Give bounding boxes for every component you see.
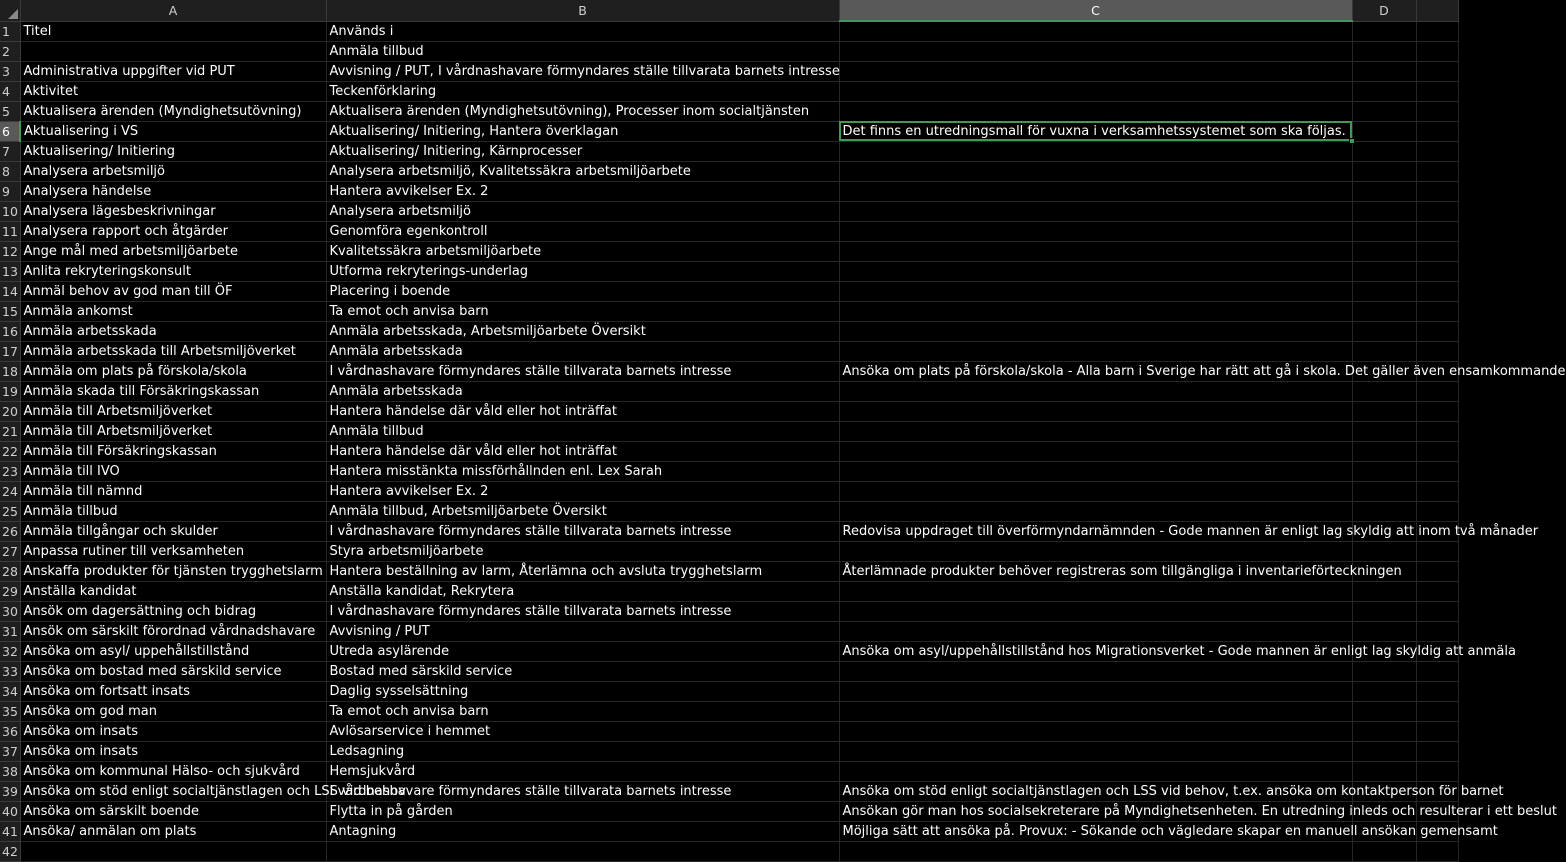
cell-anvands-i[interactable]: Anmäla arbetsskada — [326, 341, 839, 361]
cell-beskrivning[interactable] — [839, 181, 1352, 201]
cell-titel[interactable]: Anmäla till Arbetsmiljöverket — [20, 401, 326, 421]
cell-empty[interactable] — [1352, 661, 1416, 681]
cell-anvands-i[interactable]: Analysera arbetsmiljö — [326, 201, 839, 221]
row-header[interactable]: 36 — [0, 721, 20, 741]
row-header[interactable]: 26 — [0, 521, 20, 541]
cell-titel[interactable]: Anmäla om plats på förskola/skola — [20, 361, 326, 381]
cell-titel[interactable]: Aktivitet — [20, 81, 326, 101]
cell-beskrivning[interactable] — [839, 261, 1352, 281]
row-header[interactable]: 8 — [0, 161, 20, 181]
cell-titel[interactable]: Analysera rapport och åtgärder — [20, 221, 326, 241]
cell-anvands-i[interactable]: Placering i boende — [326, 281, 839, 301]
table-row — [0, 281, 1458, 301]
cell-empty[interactable] — [1416, 381, 1458, 401]
cell-beskrivning[interactable] — [839, 501, 1352, 521]
row-header[interactable]: 29 — [0, 581, 20, 601]
row-header[interactable]: 1 — [0, 21, 20, 41]
cell-titel[interactable]: Administrativa uppgifter vid PUT — [20, 61, 326, 81]
cell-empty[interactable] — [1352, 381, 1416, 401]
table-row — [0, 501, 1458, 521]
fill-handle[interactable] — [1349, 138, 1355, 144]
cell-beskrivning[interactable] — [839, 281, 1352, 301]
cell-titel[interactable] — [20, 41, 326, 61]
table-row — [0, 361, 1458, 381]
cell-anvands-i[interactable]: Utreda asylärende — [326, 641, 839, 661]
cell-empty[interactable] — [1352, 321, 1416, 341]
cell-anvands-i[interactable]: Aktualisering/ Initiering, Kärnprocesser — [326, 141, 839, 161]
cell-anvands-i[interactable]: Hantera händelse där våld eller hot inträffat — [326, 401, 839, 421]
cell-anvands-i[interactable]: Ledsagning — [326, 741, 839, 761]
cell-empty[interactable] — [1416, 441, 1458, 461]
cell-anvands-i[interactable]: Används i — [326, 21, 839, 41]
cell-anvands-i[interactable]: Hemsjukvård — [326, 761, 839, 781]
table-row — [0, 341, 1458, 361]
table-row — [0, 621, 1458, 641]
cell-anvands-i[interactable] — [326, 841, 839, 861]
cell-empty[interactable] — [1352, 441, 1416, 461]
table-row — [0, 161, 1458, 181]
cell-beskrivning[interactable] — [839, 381, 1352, 401]
cell-titel[interactable]: Titel — [20, 21, 326, 41]
cell-titel[interactable]: Anmäla till Arbetsmiljöverket — [20, 421, 326, 441]
table-row — [0, 81, 1458, 101]
table-row — [0, 241, 1458, 261]
cell-titel[interactable]: Anmäl behov av god man till ÖF — [20, 281, 326, 301]
cell-empty[interactable] — [1352, 701, 1416, 721]
table-row — [0, 261, 1458, 281]
cell-anvands-i[interactable]: Bostad med särskild service — [326, 661, 839, 681]
cell-anvands-i[interactable]: Anmäla tillbud — [326, 421, 839, 441]
cell-beskrivning[interactable] — [839, 141, 1352, 161]
column-header-d[interactable]: D — [1352, 0, 1416, 21]
select-all-corner[interactable] — [0, 0, 20, 21]
table-row — [0, 781, 1458, 801]
cell-anvands-i[interactable]: Styra arbetsmiljöarbete — [326, 541, 839, 561]
cell-beskrivning[interactable] — [839, 341, 1352, 361]
row-header[interactable]: 41 — [0, 821, 20, 841]
cell-beskrivning[interactable] — [839, 61, 1352, 81]
cell-titel[interactable]: Ansöka om insats — [20, 741, 326, 761]
cell-empty[interactable] — [1416, 461, 1458, 481]
row-header[interactable]: 13 — [0, 261, 20, 281]
cell-empty[interactable] — [1352, 61, 1416, 81]
cell-empty[interactable] — [1416, 621, 1458, 641]
cell-titel[interactable]: Ansöka om asyl/ uppehållstillstånd — [20, 641, 326, 661]
cell-titel[interactable]: Ansök om särskilt förordnad vårdnadshavare — [20, 621, 326, 641]
cell-anvands-i[interactable]: Ta emot och anvisa barn — [326, 701, 839, 721]
cell-anvands-i[interactable]: Teckenförklaring — [326, 81, 839, 101]
cell-titel[interactable]: Analysera arbetsmiljö — [20, 161, 326, 181]
cell-empty[interactable] — [1352, 21, 1416, 41]
cell-empty[interactable] — [1416, 81, 1458, 101]
cell-beskrivning[interactable] — [839, 81, 1352, 101]
cell-titel[interactable]: Anmäla ankomst — [20, 301, 326, 321]
cell-beskrivning[interactable] — [839, 321, 1352, 341]
cell-beskrivning[interactable]: Ansöka om asyl/uppehållstillstånd hos Migrationsverket - Gode mannen är enligt lag skyldig att anmäla — [839, 641, 1352, 661]
cell-beskrivning[interactable]: Möjliga sätt att ansöka på. Provux: - Sökande och vägledare skapar en manuell ansökan gemensamt — [839, 821, 1352, 841]
column-header-e[interactable] — [1416, 0, 1458, 21]
cell-beskrivning[interactable] — [839, 201, 1352, 221]
table-row — [0, 441, 1458, 461]
cell-empty[interactable] — [1416, 101, 1458, 121]
cell-empty[interactable] — [1352, 581, 1416, 601]
table-row — [0, 301, 1458, 321]
row-header[interactable]: 17 — [0, 341, 20, 361]
cell-beskrivning[interactable] — [839, 421, 1352, 441]
cell-empty[interactable] — [1416, 541, 1458, 561]
table-row — [0, 221, 1458, 241]
cell-empty[interactable] — [1416, 221, 1458, 241]
cell-beskrivning[interactable] — [839, 701, 1352, 721]
cell-empty[interactable] — [1352, 181, 1416, 201]
cell-anvands-i[interactable]: Anställa kandidat, Rekrytera — [326, 581, 839, 601]
selected-cell[interactable]: Det finns en utredningsmall för vuxna i verksamhetssystemet som ska följas. — [839, 121, 1352, 141]
cell-titel[interactable]: Anmäla tillgångar och skulder — [20, 521, 326, 541]
row-header[interactable]: 23 — [0, 461, 20, 481]
cell-empty[interactable] — [1352, 501, 1416, 521]
cell-beskrivning[interactable]: Redovisa uppdraget till överförmyndarnämnden - Gode mannen är enligt lag skyldig att inom två månader — [839, 521, 1352, 541]
row-header[interactable]: 32 — [0, 641, 20, 661]
cell-beskrivning[interactable] — [839, 681, 1352, 701]
cell-anvands-i[interactable]: Flytta in på gården — [326, 801, 839, 821]
cell-empty[interactable] — [1416, 341, 1458, 361]
row-header[interactable]: 37 — [0, 741, 20, 761]
table-row — [0, 601, 1458, 621]
row-header[interactable]: 9 — [0, 181, 20, 201]
cell-titel[interactable]: Anmäla till Försäkringskassan — [20, 441, 326, 461]
table-row — [0, 741, 1458, 761]
cell-empty[interactable] — [1352, 261, 1416, 281]
cell-beskrivning[interactable] — [839, 461, 1352, 481]
row-header[interactable]: 40 — [0, 801, 20, 821]
table-row — [0, 521, 1458, 541]
table-row — [0, 721, 1458, 741]
cell-beskrivning[interactable] — [839, 161, 1352, 181]
row-header[interactable]: 15 — [0, 301, 20, 321]
cell-titel[interactable]: Ansöka om kommunal Hälso- och sjukvård — [20, 761, 326, 781]
table-row — [0, 841, 1458, 861]
table-row — [0, 201, 1458, 221]
cell-titel[interactable] — [20, 841, 326, 861]
cell-empty[interactable] — [1352, 421, 1416, 441]
cell-empty[interactable] — [1352, 301, 1416, 321]
table-row — [0, 401, 1458, 421]
cell-empty[interactable] — [1352, 41, 1416, 61]
cell-empty[interactable] — [1352, 341, 1416, 361]
table-row — [0, 61, 1458, 81]
cell-anvands-i[interactable]: Aktualisering/ Initiering, Hantera överklagan — [326, 121, 839, 141]
cell-empty[interactable] — [1416, 401, 1458, 421]
cell-anvands-i[interactable]: I vårdnashavare förmyndares ställe tillvarata barnets intresse — [326, 361, 839, 381]
cell-beskrivning[interactable] — [839, 401, 1352, 421]
cell-beskrivning[interactable]: Ansöka om stöd enligt socialtjänstlagen och LSS vid behov, t.ex. ansöka om kontaktperson för barnet — [839, 781, 1352, 801]
cell-empty[interactable] — [1416, 701, 1458, 721]
cell-empty[interactable] — [1416, 501, 1458, 521]
cell-titel[interactable]: Ansöka om särskilt boende — [20, 801, 326, 821]
select-all-triangle-icon — [8, 9, 18, 19]
table-row — [0, 321, 1458, 341]
row-header[interactable]: 2 — [0, 41, 20, 61]
cell-empty[interactable] — [1416, 161, 1458, 181]
column-header-row — [0, 0, 1458, 21]
cell-anvands-i[interactable]: Hantera händelse där våld eller hot inträffat — [326, 441, 839, 461]
cell-beskrivning[interactable]: Ansökan gör man hos socialsekreterare på Myndighetsenheten. En utredning inleds och resulterar i ett beslut — [839, 801, 1352, 821]
cell-anvands-i[interactable]: Anmäla tillbud, Arbetsmiljöarbete Översikt — [326, 501, 839, 521]
cell-beskrivning[interactable] — [839, 541, 1352, 561]
cell-beskrivning[interactable] — [839, 581, 1352, 601]
cell-titel[interactable]: Analysera händelse — [20, 181, 326, 201]
cell-anvands-i[interactable]: Anmäla tillbud — [326, 41, 839, 61]
cell-empty[interactable] — [1352, 481, 1416, 501]
table-row — [0, 421, 1458, 441]
cell-beskrivning[interactable] — [839, 721, 1352, 741]
cell-empty[interactable] — [1416, 481, 1458, 501]
table-row — [0, 661, 1458, 681]
table-row — [0, 801, 1458, 821]
cell-anvands-i[interactable]: Ta emot och anvisa barn — [326, 301, 839, 321]
cell-empty[interactable] — [1416, 181, 1458, 201]
cell-beskrivning[interactable] — [839, 101, 1352, 121]
cell-beskrivning[interactable] — [839, 761, 1352, 781]
cell-titel[interactable]: Anmäla arbetsskada till Arbetsmiljöverket — [20, 341, 326, 361]
cell-anvands-i[interactable]: Avlösarservice i hemmet — [326, 721, 839, 741]
cell-empty[interactable] — [1352, 81, 1416, 101]
cell-titel[interactable]: Anskaffa produkter för tjänsten trygghetslarm — [20, 561, 326, 581]
cell-empty[interactable] — [1416, 601, 1458, 621]
cell-empty[interactable] — [1352, 141, 1416, 161]
cell-beskrivning[interactable] — [839, 21, 1352, 41]
row-header[interactable]: 33 — [0, 661, 20, 681]
cell-titel[interactable]: Anmäla till IVO — [20, 461, 326, 481]
cell-empty[interactable] — [1352, 761, 1416, 781]
cell-titel[interactable]: Anmäla skada till Försäkringskassan — [20, 381, 326, 401]
cell-empty[interactable] — [1416, 41, 1458, 61]
cell-empty[interactable] — [1416, 201, 1458, 221]
table-row — [0, 701, 1458, 721]
cell-titel[interactable]: Ansöka/ anmälan om plats — [20, 821, 326, 841]
cell-empty[interactable] — [1352, 241, 1416, 261]
cell-empty[interactable] — [1352, 281, 1416, 301]
cell-empty[interactable] — [1416, 61, 1458, 81]
row-header[interactable]: 25 — [0, 501, 20, 521]
cell-empty[interactable] — [1352, 721, 1416, 741]
cell-anvands-i[interactable]: I vårdnashavare förmyndares ställe tillvarata barnets intresse — [326, 781, 839, 801]
cell-anvands-i[interactable]: Aktualisera ärenden (Myndighetsutövning), Processer inom socialtjänsten — [326, 101, 839, 121]
cell-beskrivning[interactable]: Ansöka om plats på förskola/skola - Alla barn i Sverige har rätt att gå i skola. Det gäller även ensamkommande — [839, 361, 1352, 381]
row-header[interactable]: 38 — [0, 761, 20, 781]
row-header[interactable]: 20 — [0, 401, 20, 421]
cell-empty[interactable] — [1416, 21, 1458, 41]
row-header[interactable]: 19 — [0, 381, 20, 401]
cell-empty[interactable] — [1352, 201, 1416, 221]
row-header[interactable]: 22 — [0, 441, 20, 461]
cell-empty[interactable] — [1416, 681, 1458, 701]
table-row — [0, 181, 1458, 201]
cell-empty[interactable] — [1352, 121, 1416, 141]
table-row — [0, 461, 1458, 481]
table-row — [0, 541, 1458, 561]
cell-beskrivning[interactable] — [839, 41, 1352, 61]
cell-titel[interactable]: Aktualisering i VS — [20, 121, 326, 141]
cell-beskrivning[interactable] — [839, 441, 1352, 461]
cell-anvands-i[interactable]: Anmäla arbetsskada — [326, 381, 839, 401]
cell-beskrivning[interactable] — [839, 601, 1352, 621]
table-row — [0, 381, 1458, 401]
cell-anvands-i[interactable]: Anmäla arbetsskada, Arbetsmiljöarbete Översikt — [326, 321, 839, 341]
cell-titel[interactable]: Anställa kandidat — [20, 581, 326, 601]
cell-empty[interactable] — [1416, 281, 1458, 301]
cell-titel[interactable]: Aktualisering/ Initiering — [20, 141, 326, 161]
cell-anvands-i[interactable]: Hantera avvikelser Ex. 2 — [326, 481, 839, 501]
cell-empty[interactable] — [1352, 161, 1416, 181]
cell-titel[interactable]: Ansöka om bostad med särskild service — [20, 661, 326, 681]
row-header[interactable]: 6 — [0, 121, 20, 141]
cell-anvands-i[interactable]: Analysera arbetsmiljö, Kvalitetssäkra arbetsmiljöarbete — [326, 161, 839, 181]
cell-titel[interactable]: Analysera lägesbeskrivningar — [20, 201, 326, 221]
cell-empty[interactable] — [1416, 841, 1458, 861]
cell-beskrivning[interactable] — [839, 241, 1352, 261]
row-header[interactable]: 12 — [0, 241, 20, 261]
cell-empty[interactable] — [1352, 541, 1416, 561]
cell-empty[interactable] — [1416, 561, 1458, 581]
cell-titel[interactable]: Aktualisera ärenden (Myndighetsutövning) — [20, 101, 326, 121]
table-row — [0, 101, 1458, 121]
cell-empty[interactable] — [1352, 221, 1416, 241]
table-row — [0, 761, 1458, 781]
cell-beskrivning[interactable] — [839, 221, 1352, 241]
cell-titel[interactable]: Ansöka om stöd enligt socialtjänstlagen och LSS vid behov — [20, 781, 326, 801]
cell-empty[interactable] — [1352, 401, 1416, 421]
table-row — [0, 641, 1458, 661]
table-row — [0, 121, 1458, 141]
table-row — [0, 681, 1458, 701]
row-header[interactable]: 21 — [0, 421, 20, 441]
row-header[interactable]: 42 — [0, 841, 20, 861]
cell-titel[interactable]: Anpassa rutiner till verksamheten — [20, 541, 326, 561]
cell-empty[interactable] — [1416, 581, 1458, 601]
cell-empty[interactable] — [1416, 141, 1458, 161]
cell-beskrivning[interactable] — [839, 621, 1352, 641]
cell-anvands-i[interactable]: Hantera beställning av larm, Återlämna och avsluta trygghetslarm — [326, 561, 839, 581]
cell-titel[interactable]: Ange mål med arbetsmiljöarbete — [20, 241, 326, 261]
table-row — [0, 481, 1458, 501]
cell-empty[interactable] — [1352, 741, 1416, 761]
cell-empty[interactable] — [1352, 101, 1416, 121]
cell-empty[interactable] — [1416, 661, 1458, 681]
cell-empty[interactable] — [1416, 321, 1458, 341]
row-header[interactable]: 24 — [0, 481, 20, 501]
cell-empty[interactable] — [1416, 721, 1458, 741]
cell-empty[interactable] — [1416, 241, 1458, 261]
cell-anvands-i[interactable]: Avvisning / PUT, I vårdnashavare förmyndares ställe tillvarata barnets intresse — [326, 61, 839, 81]
cell-empty[interactable] — [1352, 621, 1416, 641]
cell-anvands-i[interactable]: Avvisning / PUT — [326, 621, 839, 641]
row-header[interactable]: 27 — [0, 541, 20, 561]
row-header[interactable]: 31 — [0, 621, 20, 641]
row-header[interactable]: 11 — [0, 221, 20, 241]
table-row — [0, 141, 1458, 161]
row-header[interactable]: 28 — [0, 561, 20, 581]
cell-titel[interactable]: Anlita rekryteringskonsult — [20, 261, 326, 281]
cell-empty[interactable] — [1416, 121, 1458, 141]
cell-titel[interactable]: Anmäla till nämnd — [20, 481, 326, 501]
cell-empty[interactable] — [1416, 301, 1458, 321]
cell-anvands-i[interactable]: Daglig sysselsättning — [326, 681, 839, 701]
cell-titel[interactable]: Ansöka om insats — [20, 721, 326, 741]
cell-anvands-i[interactable]: I vårdnashavare förmyndares ställe tillvarata barnets intresse — [326, 601, 839, 621]
cell-beskrivning[interactable] — [839, 741, 1352, 761]
table-row — [0, 581, 1458, 601]
cell-beskrivning[interactable] — [839, 301, 1352, 321]
cell-titel[interactable]: Anmäla arbetsskada — [20, 321, 326, 341]
cell-beskrivning[interactable]: Återlämnade produkter behöver registreras som tillgängliga i inventarieförteckningen — [839, 561, 1352, 581]
cell-titel[interactable]: Anmäla tillbud — [20, 501, 326, 521]
table-row — [0, 41, 1458, 61]
cell-empty[interactable] — [1416, 261, 1458, 281]
column-header-c[interactable]: C — [839, 0, 1352, 21]
table-row — [0, 821, 1458, 841]
row-header[interactable]: 10 — [0, 201, 20, 221]
cell-anvands-i[interactable]: Hantera avvikelser Ex. 2 — [326, 181, 839, 201]
cell-anvands-i[interactable]: Hantera misstänkta missförhållnden enl. Lex Sarah — [326, 461, 839, 481]
column-header-b[interactable]: B — [326, 0, 839, 21]
table-row — [0, 561, 1458, 581]
row-header[interactable]: 16 — [0, 321, 20, 341]
row-header[interactable]: 30 — [0, 601, 20, 621]
row-header[interactable]: 35 — [0, 701, 20, 721]
row-header[interactable]: 39 — [0, 781, 20, 801]
cell-empty[interactable] — [1416, 761, 1458, 781]
cell-beskrivning[interactable] — [839, 481, 1352, 501]
row-header[interactable]: 7 — [0, 141, 20, 161]
row-header[interactable]: 3 — [0, 61, 20, 81]
column-header-a[interactable]: A — [20, 0, 326, 21]
cell-empty[interactable] — [1416, 421, 1458, 441]
cell-anvands-i[interactable]: Antagning — [326, 821, 839, 841]
cell-empty[interactable] — [1416, 741, 1458, 761]
cell-empty[interactable] — [1352, 601, 1416, 621]
cell-beskrivning[interactable] — [839, 661, 1352, 681]
cell-beskrivning[interactable] — [839, 841, 1352, 861]
cell-titel[interactable]: Ansök om dagersättning och bidrag — [20, 601, 326, 621]
cell-empty[interactable] — [1352, 841, 1416, 861]
cell-anvands-i[interactable]: Genomföra egenkontroll — [326, 221, 839, 241]
row-header[interactable]: 14 — [0, 281, 20, 301]
row-header[interactable]: 5 — [0, 101, 20, 121]
cell-anvands-i[interactable]: Utforma rekryterings-underlag — [326, 261, 839, 281]
cell-anvands-i[interactable]: I vårdnashavare förmyndares ställe tillvarata barnets intresse — [326, 521, 839, 541]
row-header[interactable]: 4 — [0, 81, 20, 101]
cell-empty[interactable] — [1352, 681, 1416, 701]
table-row — [0, 21, 1458, 41]
row-header[interactable]: 18 — [0, 361, 20, 381]
cell-titel[interactable]: Ansöka om fortsatt insats — [20, 681, 326, 701]
cell-titel[interactable]: Ansöka om god man — [20, 701, 326, 721]
cell-anvands-i[interactable]: Kvalitetssäkra arbetsmiljöarbete — [326, 241, 839, 261]
cell-empty[interactable] — [1352, 461, 1416, 481]
row-header[interactable]: 34 — [0, 681, 20, 701]
